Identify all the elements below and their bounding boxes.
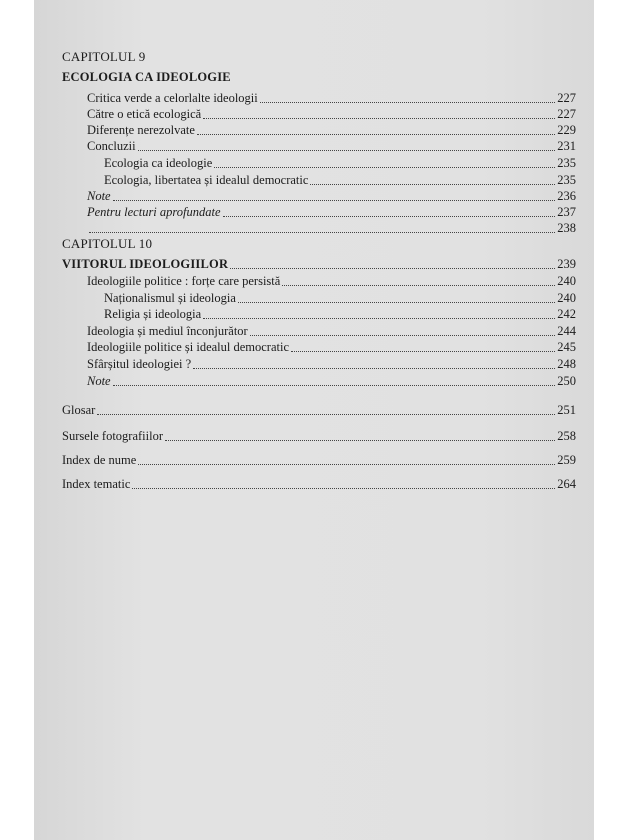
dot-leader — [203, 307, 555, 319]
toc-entry-label: Sfârșitul ideologiei ? — [87, 357, 192, 371]
toc-page-number: 242 — [557, 307, 576, 321]
dot-leader — [113, 374, 556, 386]
toc-page-number: 236 — [557, 189, 576, 203]
dot-leader — [132, 477, 555, 489]
toc-page-number: 259 — [557, 453, 576, 467]
toc-entry-label: Diferențe nerezolvate — [87, 123, 195, 137]
toc-entry-label: Critica verde a celorlalte ideologii — [87, 91, 258, 105]
toc-entry — [104, 172, 576, 188]
toc-entry — [87, 204, 576, 220]
toc-entry-label: Concluzii — [87, 139, 136, 153]
toc-entry — [87, 323, 576, 339]
dot-leader — [203, 107, 555, 119]
dot-leader — [113, 189, 556, 201]
dot-leader — [193, 357, 555, 369]
toc-entry-label: Pentru lecturi aprofundate — [87, 205, 221, 219]
toc-entry — [104, 306, 576, 322]
toc-entry-label: Ecologia, libertatea și idealul democratic — [104, 173, 309, 187]
backmatter-entry — [62, 476, 576, 492]
toc-page-number: 245 — [557, 340, 576, 354]
toc-entry-label: Către o etică ecologică — [87, 107, 202, 121]
dot-leader — [260, 91, 555, 103]
toc-entry-label: Religia și ideologia — [104, 307, 202, 321]
toc-page-number: 240 — [557, 274, 576, 288]
toc-page-number: 235 — [557, 156, 576, 170]
dot-leader — [230, 257, 555, 269]
toc-entry — [87, 373, 576, 389]
toc-entry-label: Note — [87, 374, 111, 388]
toc-page-number: 264 — [557, 477, 576, 491]
toc-entry-label: Naționalismul și ideologia — [104, 291, 236, 305]
dot-leader — [214, 156, 555, 168]
toc-page-number: 240 — [557, 291, 576, 305]
toc-page-number: 258 — [557, 429, 576, 443]
toc-entry — [87, 220, 576, 236]
toc-entry — [87, 122, 576, 138]
dot-leader — [310, 173, 555, 185]
toc-page-number: 231 — [557, 139, 576, 153]
toc-entry — [104, 290, 576, 306]
toc-entry — [87, 273, 576, 289]
toc-entry-label: Ideologiile politice și idealul democratic — [87, 340, 290, 354]
toc-page-number: 238 — [557, 221, 576, 235]
toc-entry-label: Index de nume — [62, 453, 137, 467]
toc-entry — [104, 155, 576, 171]
dot-leader — [138, 453, 555, 465]
toc-page-number: 237 — [557, 205, 576, 219]
toc-page-number: 227 — [557, 107, 576, 121]
chapter-9-title — [62, 69, 232, 85]
dot-leader — [291, 340, 555, 352]
toc-entry-label: Note — [87, 189, 111, 203]
toc-entry-label: Glosar — [62, 403, 96, 417]
dot-leader — [97, 403, 555, 415]
toc-entry-label: Sursele fotografiilor — [62, 429, 164, 443]
toc-page-number: 248 — [557, 357, 576, 371]
toc-entry — [87, 356, 576, 372]
toc-entry-label: Ideologia și mediul înconjurător — [87, 324, 248, 338]
chapter-10-title — [62, 256, 576, 272]
dot-leader — [138, 139, 556, 151]
dot-leader — [197, 123, 555, 135]
toc-page-number: 229 — [557, 123, 576, 137]
toc-entry-label: Ecologia ca ideologie — [104, 156, 213, 170]
dot-leader — [223, 205, 556, 217]
chapter-title-label: VIITORUL IDEOLOGIILOR — [62, 257, 229, 271]
toc-entry — [87, 339, 576, 355]
toc-page-number: 250 — [557, 374, 576, 388]
toc-entry — [87, 106, 576, 122]
toc-entry-label: Index tematic — [62, 477, 131, 491]
toc-entry-label: Ideologiile politice : forțe care persistă — [87, 274, 281, 288]
toc-page-number: 235 — [557, 173, 576, 187]
chapter-9-heading: CAPITOLUL 9 — [62, 49, 146, 64]
backmatter-entry — [62, 428, 576, 444]
backmatter-entry — [62, 452, 576, 468]
dot-leader — [89, 221, 555, 233]
toc-page-number: 244 — [557, 324, 576, 338]
toc-page-number: 239 — [557, 257, 576, 271]
chapter-title-label: ECOLOGIA CA IDEOLOGIE — [62, 70, 231, 84]
toc-entry — [87, 90, 576, 106]
toc-page-number: 227 — [557, 91, 576, 105]
book-page — [34, 0, 594, 840]
dot-leader — [165, 429, 555, 441]
dot-leader — [250, 324, 556, 336]
toc-page-number: 251 — [557, 403, 576, 417]
dot-leader — [238, 291, 555, 303]
backmatter-entry — [62, 402, 576, 418]
dot-leader — [282, 274, 555, 286]
toc-entry — [87, 138, 576, 154]
chapter-10-heading: CAPITOLUL 10 — [62, 236, 153, 251]
toc-entry — [87, 188, 576, 204]
